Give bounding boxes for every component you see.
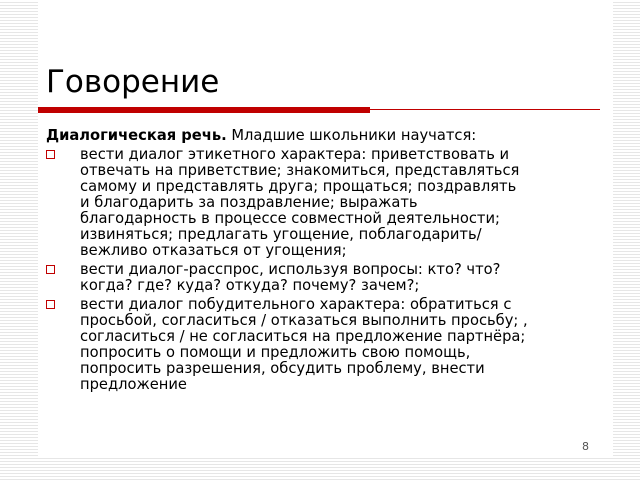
- square-bullet-icon: [46, 150, 55, 159]
- bullet-line: извиняться; предлагать угощение, поблагодарить/: [80, 226, 482, 243]
- bullet-line: вести диалог побудительного характера: обратиться с: [80, 296, 512, 313]
- bullet-line: самому и представлять друга; прощаться; поздравлять: [80, 178, 517, 195]
- bullet-line: просьбой, согласиться / отказаться выполнить просьбу; ,: [80, 312, 528, 329]
- square-bullet-icon: [46, 300, 55, 309]
- bullet-item-incentive: [46, 297, 606, 393]
- bullet-line: вести диалог этикетного характера: приветствовать и: [80, 146, 510, 163]
- bullet-item-inquiry: [46, 262, 606, 294]
- bullet-line: благодарность в процессе совместной деятельности;: [80, 210, 500, 227]
- bullet-line: и благодарить за поздравление; выражать: [80, 194, 418, 211]
- bullet-line: когда? где? куда? откуда? почему? зачем?;: [80, 277, 420, 294]
- square-bullet-icon: [46, 265, 55, 274]
- slide-body: [46, 128, 606, 396]
- page-number: 8: [582, 440, 589, 453]
- bullet-list: [46, 147, 606, 393]
- intro-text: Младшие школьники научатся:: [226, 127, 477, 144]
- bullet-line: попросить разрешения, обсудить проблему, внести: [80, 360, 485, 377]
- bullet-line: согласиться / не согласиться на предложение партнёра;: [80, 328, 526, 345]
- bullet-line: вежливо отказаться от угощения;: [80, 242, 347, 259]
- bullet-line: вести диалог-расспрос, используя вопросы: кто? что?: [80, 261, 501, 278]
- bullet-line: предложение: [80, 376, 187, 393]
- bullet-item-etiquette: [46, 147, 606, 259]
- title-divider-thick: [38, 107, 370, 113]
- bullet-line: отвечать на приветствие; знакомиться, представляться: [80, 162, 520, 179]
- bullet-line: попросить о помощи и предложить свою помощь,: [80, 344, 471, 361]
- slide-title: Говорение: [46, 64, 220, 100]
- intro-heading: Диалогическая речь.: [46, 127, 227, 144]
- intro-line: [46, 128, 606, 144]
